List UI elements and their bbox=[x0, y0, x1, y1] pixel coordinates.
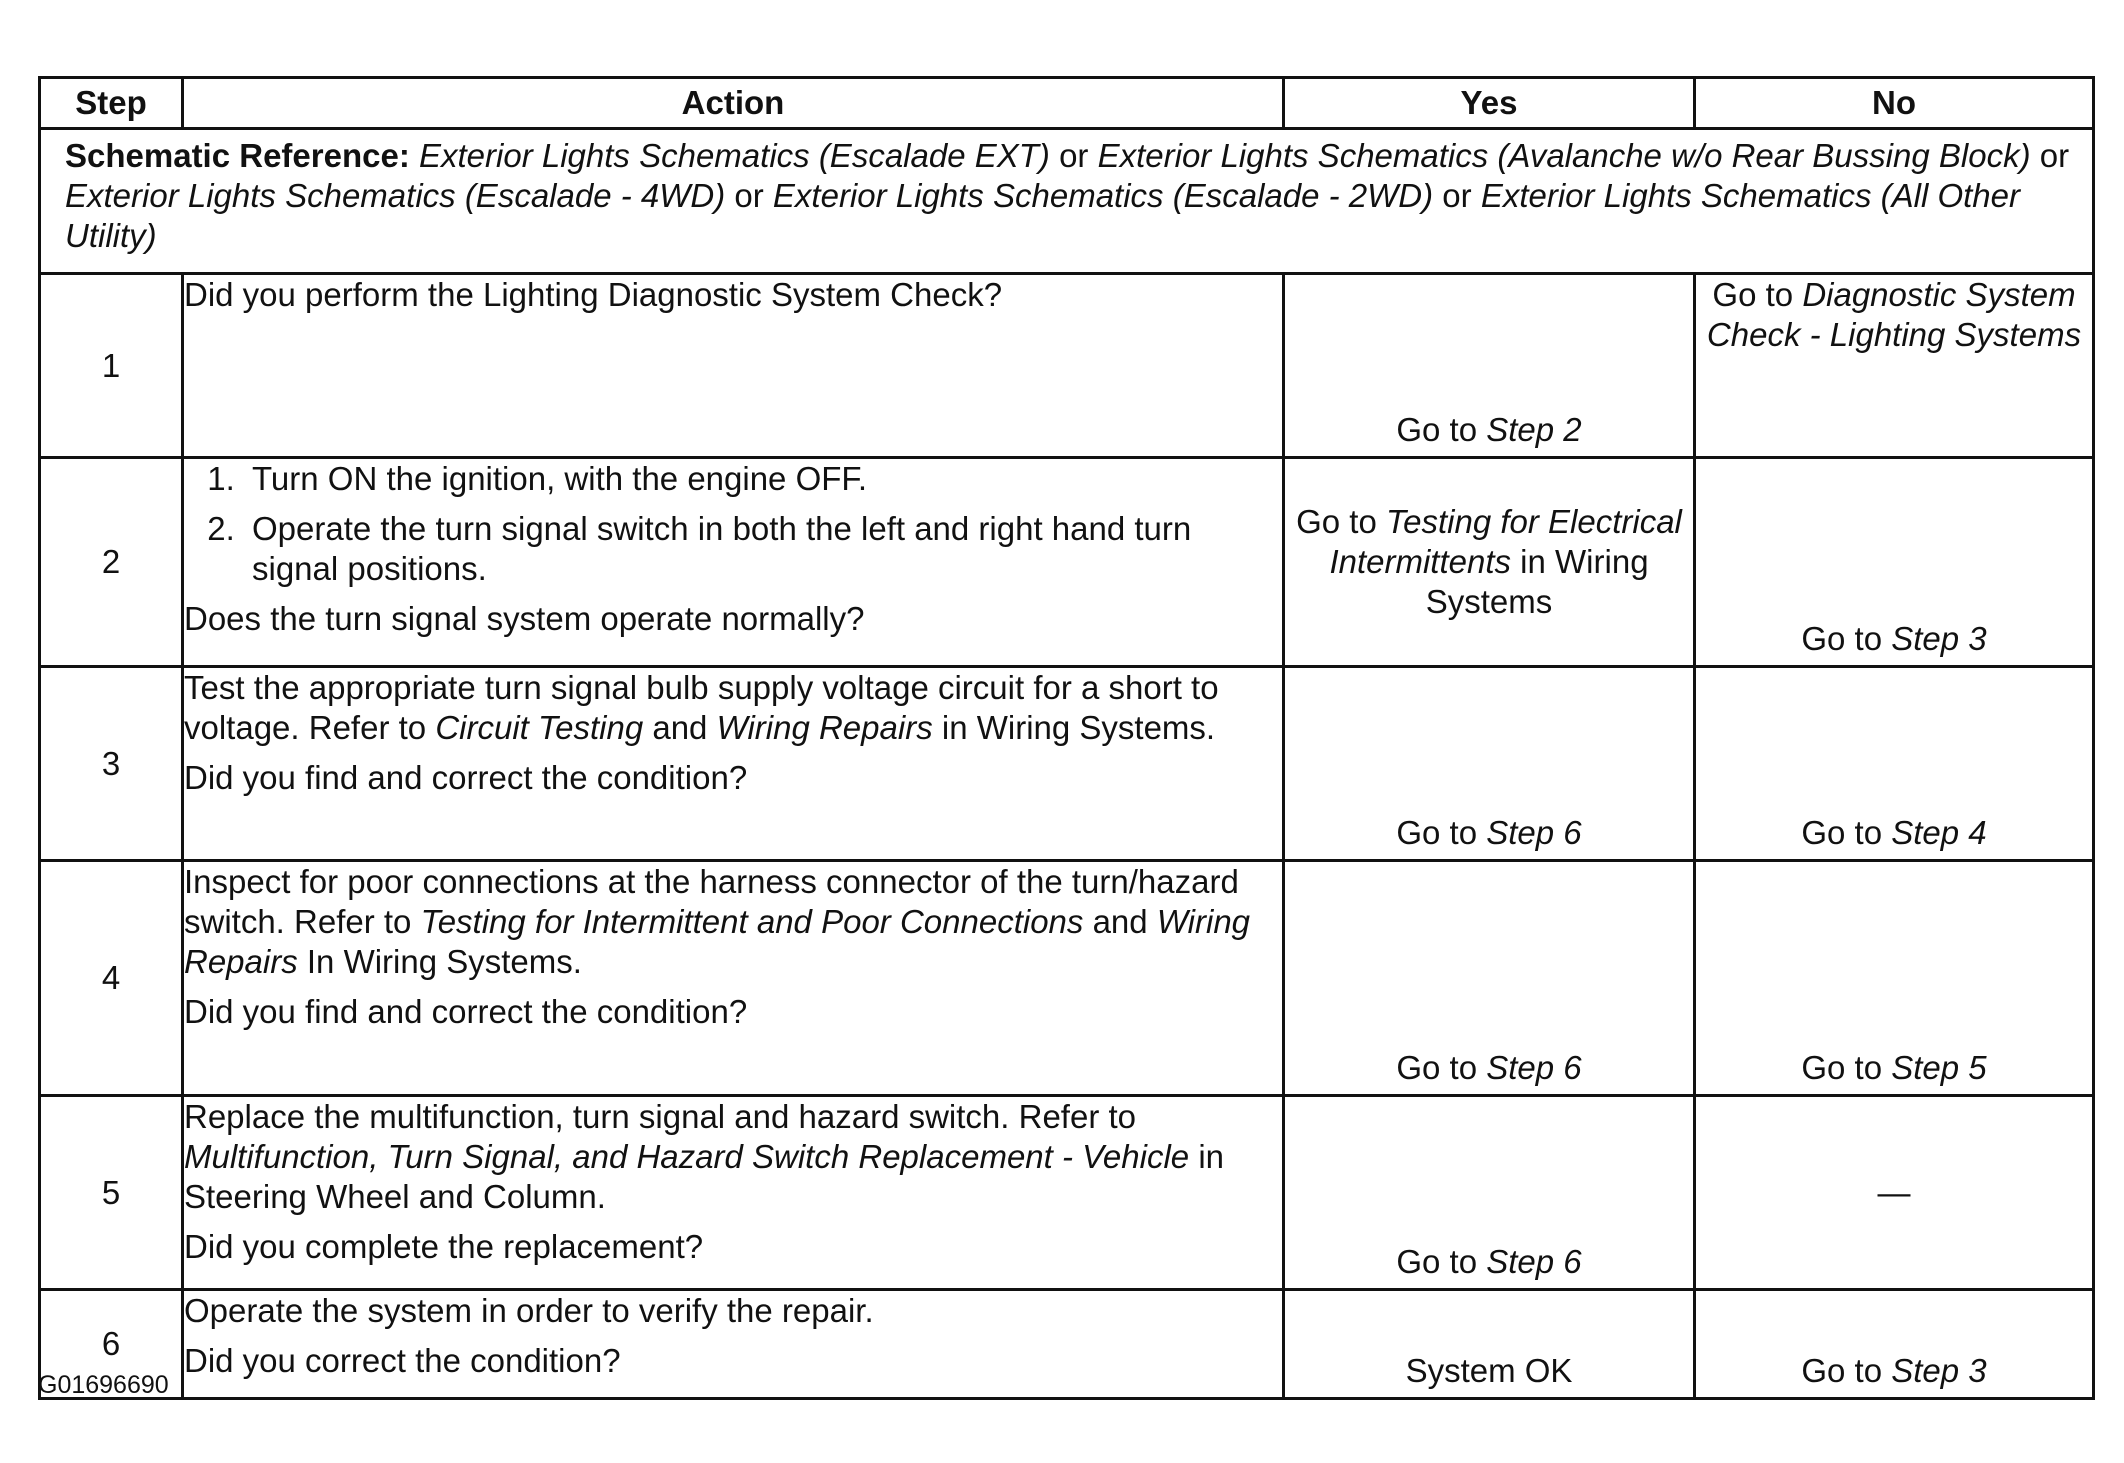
table-row bbox=[40, 861, 2094, 1096]
no-link[interactable]: Diagnostic System Check - Lighting Systems bbox=[1706, 276, 2082, 353]
yes-cell bbox=[1284, 861, 1695, 1096]
action-step-item: 2. Operate the turn signal switch in both the left and right hand turn signal positions. bbox=[244, 509, 1282, 589]
no-cell bbox=[1695, 1290, 2094, 1399]
action-instruction: Operate the system in order to verify the repair. bbox=[184, 1292, 874, 1329]
yes-link[interactable]: Step 6 bbox=[1486, 1243, 1582, 1280]
no-prefix: Go to bbox=[1801, 620, 1892, 657]
diagnostic-table bbox=[38, 76, 2095, 1400]
schematic-reference-label: Schematic Reference: bbox=[65, 137, 410, 174]
no-cell bbox=[1695, 274, 2094, 458]
ref-link-escalade-4wd[interactable]: Exterior Lights Schematics (Escalade - 4WD) bbox=[65, 177, 726, 214]
action-link-circuit-testing[interactable]: Circuit Testing bbox=[435, 709, 644, 746]
action-link-testing-intermittent[interactable]: Testing for Intermittent and Poor Connections bbox=[420, 903, 1084, 940]
header-row bbox=[40, 78, 2094, 129]
ref-link-escalade-2wd[interactable]: Exterior Lights Schematics (Escalade - 2WD) bbox=[772, 177, 1434, 214]
step-number: 5 bbox=[40, 1096, 183, 1290]
yes-link[interactable]: Step 6 bbox=[1486, 814, 1582, 851]
no-prefix: Go to bbox=[1801, 814, 1892, 851]
yes-prefix: Go to bbox=[1396, 1243, 1487, 1280]
yes-prefix: Go to bbox=[1396, 1049, 1487, 1086]
action-cell bbox=[183, 861, 1284, 1096]
action-text: and bbox=[1083, 903, 1157, 940]
action-link-wiring-repairs[interactable]: Wiring Repairs bbox=[184, 903, 1251, 980]
action-text: Inspect for poor connections at the harness connector of the turn/hazard switch. Refer to bbox=[184, 863, 1239, 940]
action-link-wiring-repairs[interactable]: Wiring Repairs bbox=[716, 709, 933, 746]
table-row bbox=[40, 667, 2094, 861]
no-cell bbox=[1695, 1096, 2094, 1290]
action-cell bbox=[183, 1096, 1284, 1290]
action-cell bbox=[183, 667, 1284, 861]
action-link-switch-replacement[interactable]: Multifunction, Turn Signal, and Hazard Switch Replacement - Vehicle bbox=[184, 1138, 1190, 1175]
step-number: 2 bbox=[40, 458, 183, 667]
header-step: Step bbox=[40, 78, 183, 129]
action-steps-list bbox=[184, 459, 1282, 589]
yes-link[interactable]: Step 2 bbox=[1486, 411, 1582, 448]
yes-cell bbox=[1284, 274, 1695, 458]
no-cell bbox=[1695, 458, 2094, 667]
action-cell bbox=[183, 274, 1284, 458]
no-cell bbox=[1695, 667, 2094, 861]
action-text: in Steering Wheel and Column. bbox=[184, 1138, 1225, 1215]
yes-cell bbox=[1284, 667, 1695, 861]
action-text: Replace the multifunction, turn signal and hazard switch. Refer to bbox=[184, 1098, 1137, 1135]
action-text: In Wiring Systems. bbox=[297, 943, 582, 980]
table-row bbox=[40, 274, 2094, 458]
action-instruction bbox=[184, 668, 1282, 748]
no-prefix: Go to bbox=[1801, 1352, 1892, 1389]
action-instruction bbox=[184, 1097, 1282, 1217]
no-link[interactable]: Step 5 bbox=[1891, 1049, 1987, 1086]
header-no: No bbox=[1695, 78, 2094, 129]
ref-or: or bbox=[725, 177, 773, 214]
action-question: Did you complete the replacement? bbox=[184, 1228, 704, 1265]
yes-cell bbox=[1284, 1290, 1695, 1399]
yes-suffix: in Wiring Systems bbox=[1425, 543, 1649, 620]
figure-id: G01696690 bbox=[38, 1371, 169, 1399]
action-question: Did you correct the condition? bbox=[184, 1342, 621, 1379]
action-question: Does the turn signal system operate normally? bbox=[184, 600, 865, 637]
schematic-reference-row bbox=[40, 129, 2094, 274]
table-row bbox=[40, 1096, 2094, 1290]
action-question: Did you find and correct the condition? bbox=[184, 993, 748, 1030]
action-cell bbox=[183, 458, 1284, 667]
action-question: Did you find and correct the condition? bbox=[184, 759, 748, 796]
action-instruction bbox=[184, 862, 1282, 982]
ref-or: or bbox=[2030, 137, 2070, 174]
no-dash: — bbox=[1877, 1173, 1911, 1211]
step-number: 3 bbox=[40, 667, 183, 861]
no-link[interactable]: Step 3 bbox=[1891, 1352, 1987, 1389]
yes-cell bbox=[1284, 458, 1695, 667]
no-prefix: Go to bbox=[1712, 276, 1803, 313]
header-yes: Yes bbox=[1284, 78, 1695, 129]
ref-link-avalanche[interactable]: Exterior Lights Schematics (Avalanche w/o Rear Bussing Block) bbox=[1097, 137, 2031, 174]
yes-prefix: Go to bbox=[1396, 814, 1487, 851]
yes-link[interactable]: Step 6 bbox=[1486, 1049, 1582, 1086]
action-text: in Wiring Systems. bbox=[932, 709, 1216, 746]
no-cell bbox=[1695, 861, 2094, 1096]
ref-link-escalade-ext[interactable]: Exterior Lights Schematics (Escalade EXT) bbox=[419, 137, 1050, 174]
yes-prefix: Go to bbox=[1396, 411, 1487, 448]
ref-link-all-other-utility[interactable]: Exterior Lights Schematics (All Other Utility) bbox=[65, 177, 2020, 254]
action-question: Did you perform the Lighting Diagnostic System Check? bbox=[184, 276, 1003, 313]
action-text: Test the appropriate turn signal bulb supply voltage circuit for a short to voltage. Refer to bbox=[184, 669, 1219, 746]
action-cell bbox=[183, 1290, 1284, 1399]
action-step-item: 1. Turn ON the ignition, with the engine OFF. bbox=[244, 459, 1282, 499]
ref-or: or bbox=[1433, 177, 1481, 214]
action-text: and bbox=[643, 709, 717, 746]
schematic-reference bbox=[40, 129, 2094, 274]
no-link[interactable]: Step 3 bbox=[1891, 620, 1987, 657]
step-number: 6 bbox=[40, 1290, 183, 1399]
step-number: 1 bbox=[40, 274, 183, 458]
yes-cell bbox=[1284, 1096, 1695, 1290]
table-row bbox=[40, 458, 2094, 667]
no-prefix: Go to bbox=[1801, 1049, 1892, 1086]
header-action: Action bbox=[183, 78, 1284, 129]
step-number: 4 bbox=[40, 861, 183, 1096]
yes-text: System OK bbox=[1405, 1352, 1573, 1389]
ref-or: or bbox=[1049, 137, 1098, 174]
yes-link[interactable]: Testing for Electrical Intermittents bbox=[1329, 503, 1682, 580]
no-link[interactable]: Step 4 bbox=[1891, 814, 1987, 851]
table-row bbox=[40, 1290, 2094, 1399]
yes-prefix: Go to bbox=[1296, 503, 1386, 540]
